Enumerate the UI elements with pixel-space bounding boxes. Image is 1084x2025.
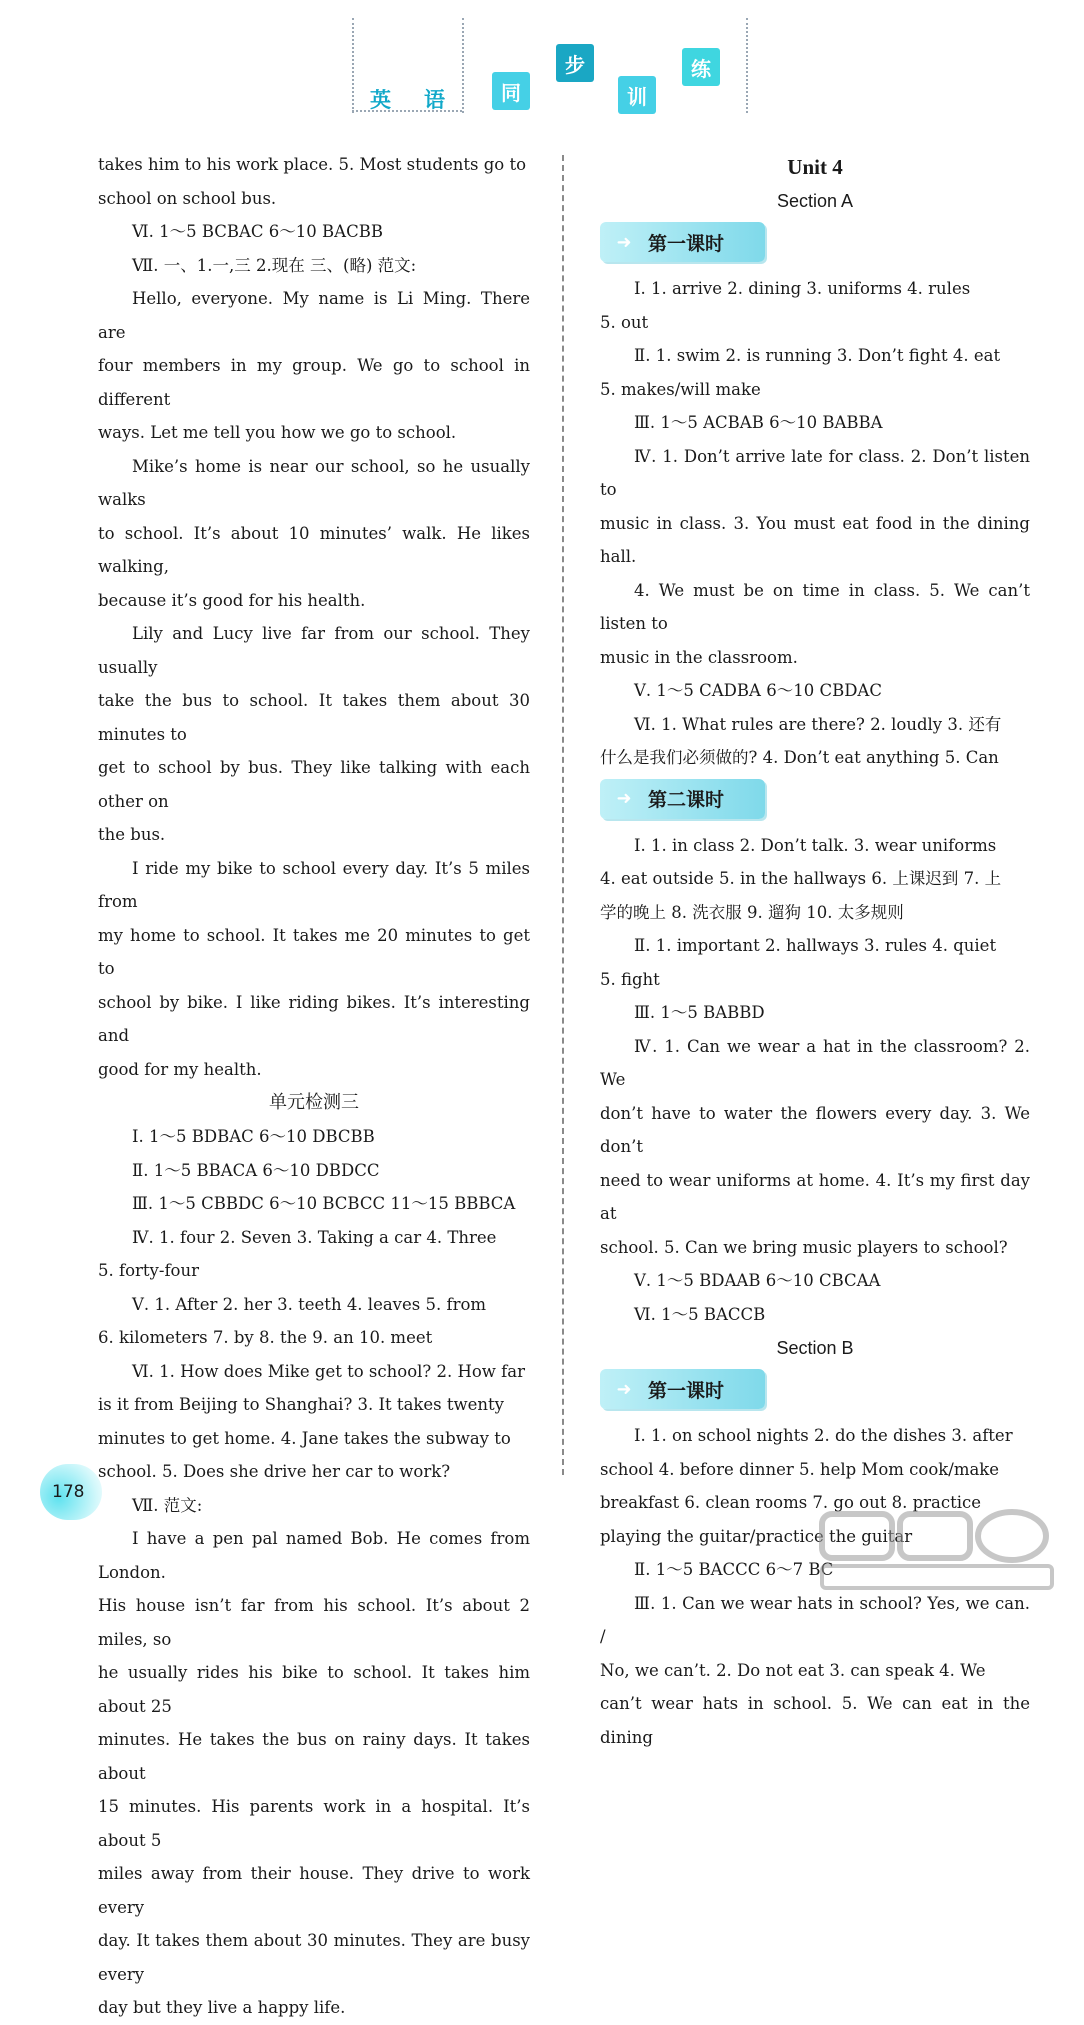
text-line: 学的晚上 8. 洗衣服 9. 遛狗 10. 太多规则 — [600, 902, 904, 922]
lesson-tag-label: 第一课时 — [648, 1379, 725, 1402]
watermark-logo-icon — [812, 1506, 1062, 1594]
text-line: minutes to get home. 4. Jane takes the subway to — [98, 1428, 511, 1448]
text-line: 什么是我们必须做的? 4. Don’t eat anything 5. Can — [600, 748, 999, 767]
text-line: Ⅲ. 1～5 CBBDC 6～10 BCBCC 11～15 BBBCA — [132, 1194, 516, 1213]
text-line: Ⅴ. 1. After 2. her 3. teeth 4. leaves 5. from — [132, 1294, 487, 1314]
text-line: Mike’s home is near our school, so he usually walks — [98, 456, 530, 509]
header-divider-line — [352, 18, 354, 113]
text-line: takes him to his work place. 5. Most students go to — [98, 155, 527, 174]
text-line: 4. eat outside 5. in the hallways 6. 上课迟到 7. 上 — [600, 869, 1002, 888]
text-line: Ⅲ. 1. Can we wear hats in school? Yes, we can. / — [600, 1593, 1030, 1646]
text-line: Ⅵ. 1～5 BCBAC 6～10 BACBB — [132, 222, 383, 241]
text-line: Hello, everyone. My name is Li Ming. There are — [98, 289, 530, 342]
arrow-right-icon: ➜ — [616, 788, 632, 809]
text-line: 5. fight — [600, 969, 660, 989]
text-line: 5. out — [600, 312, 649, 332]
text-line: don’t have to water the flowers every day. 3. We don’t — [600, 1103, 1030, 1156]
header-char-box: 同 — [492, 72, 530, 110]
text-line: Ⅵ. 1. What rules are there? 2. loudly 3. 还有 — [634, 714, 1002, 734]
text-line: 4. We must be on time in class. 5. We can’t listen to — [600, 580, 1030, 633]
header-divider-line — [462, 18, 464, 113]
text-line: school by bike. I like riding bikes. It’s interesting and — [98, 992, 530, 1045]
text-line: my home to school. It takes me 20 minutes to get to — [98, 925, 530, 978]
text-line: Ⅲ. 1～5 ACBAB 6～10 BABBA — [634, 413, 883, 432]
answer-block — [600, 272, 1030, 775]
text-line: Ⅲ. 1～5 BABBD — [634, 1003, 765, 1022]
text-line: can’t wear hats in school. 5. We can eat in the dining — [600, 1694, 1030, 1747]
header-char: 语 — [424, 88, 445, 112]
text-line: Ⅰ. 1～5 BDBAC 6～10 DBCBB — [132, 1127, 375, 1146]
text-line: is it from Beijing to Shanghai? 3. It takes twenty — [98, 1395, 504, 1414]
lesson-tag — [600, 222, 765, 262]
text-line: His house isn’t far from his school. It’s about 2 miles, so — [98, 1596, 530, 1649]
page-number-badge — [40, 1464, 102, 1520]
text-line: Ⅱ. 1. important 2. hallways 3. rules 4. quiet — [634, 936, 997, 955]
text-line: good for my health. — [98, 1059, 262, 1079]
text-line: school 4. before dinner 5. help Mom cook/make — [600, 1459, 1000, 1479]
text-line: 15 minutes. His parents work in a hospital. It’s about 5 — [98, 1797, 530, 1850]
text-line: Ⅰ. 1. arrive 2. dining 3. uniforms 4. rules — [634, 279, 971, 298]
section-heading: 单元检测三 — [269, 1092, 359, 1113]
lesson-tag-label: 第二课时 — [648, 789, 725, 811]
text-line: Ⅳ. 1. four 2. Seven 3. Taking a car 4. Three — [132, 1227, 497, 1247]
text-line: Ⅱ. 1～5 BBACA 6～10 DBDCC — [132, 1160, 380, 1180]
text-line: Ⅴ. 1～5 BDAAB 6～10 CBCAA — [634, 1271, 881, 1290]
text-line: because it’s good for his health. — [98, 590, 366, 610]
section-title: Section B — [776, 1338, 854, 1358]
text-line: get to school by bus. They like talking with each other on — [98, 758, 530, 811]
text-line: Ⅶ. 范文: — [132, 1495, 203, 1515]
header-divider-line — [746, 18, 748, 113]
text-line: minutes. He takes the bus on rainy days. It takes about — [98, 1730, 530, 1783]
unit-title: Unit 4 — [787, 155, 843, 179]
answer-block — [600, 829, 1030, 1332]
text-line: the bus. — [98, 825, 166, 844]
text-line: he usually rides his bike to school. It takes him about 25 — [98, 1663, 530, 1716]
text-line: school on school bus. — [98, 188, 277, 208]
text-line: Ⅰ. 1. in class 2. Don’t talk. 3. wear uniforms — [634, 835, 997, 855]
header-char-box: 步 — [556, 44, 594, 82]
left-column — [98, 148, 530, 2025]
text-line: day. It takes them about 30 minutes. They are busy every — [98, 1931, 530, 1984]
page-header — [0, 0, 1084, 130]
text-line: need to wear uniforms at home. 4. It’s my first day at — [600, 1170, 1030, 1223]
text-line: 6. kilometers 7. by 8. the 9. an 10. meet — [98, 1328, 433, 1347]
text-line: Ⅱ. 1～5 BACCC 6～7 BC — [634, 1560, 834, 1579]
text-line: take the bus to school. It takes them about 30 minutes to — [98, 691, 530, 744]
text-line: No, we can’t. 2. Do not eat 3. can speak 4. We — [600, 1660, 986, 1680]
header-underline — [352, 110, 462, 112]
text-line: music in class. 3. You must eat food in the dining hall. — [600, 513, 1030, 566]
text-line: school. 5. Does she drive her car to work? — [98, 1462, 451, 1481]
text-line: Ⅳ. 1. Can we wear a hat in the classroom? 2. We — [600, 1036, 1030, 1089]
text-line: Ⅰ. 1. on school nights 2. do the dishes 3. after — [634, 1426, 1013, 1445]
text-line: breakfast 6. clean rooms 7. go out 8. practice — [600, 1493, 982, 1512]
text-line: Lily and Lucy live far from our school. They usually — [98, 624, 530, 677]
arrow-right-icon: ➜ — [616, 231, 632, 253]
lesson-tag — [600, 1369, 765, 1409]
text-line: Ⅶ. 一、1.一,三 2.现在 三、(略) 范文: — [132, 255, 417, 275]
lesson-tag-label: 第一课时 — [648, 232, 725, 255]
header-char-box: 训 — [618, 76, 656, 114]
text-line: miles away from their house. They drive to work every — [98, 1864, 530, 1917]
text-line: ways. Let me tell you how we go to school. — [98, 423, 457, 442]
text-line: Ⅴ. 1～5 CADBA 6～10 CBDAC — [634, 681, 882, 700]
text-line: school. 5. Can we bring music players to school? — [600, 1237, 1008, 1257]
text-line: 5. forty-four — [98, 1261, 199, 1280]
text-line: Ⅳ. 1. Don’t arrive late for class. 2. Don’t listen to — [600, 446, 1030, 499]
text-line: I ride my bike to school every day. It’s 5 miles from — [98, 858, 530, 911]
text-line: music in the classroom. — [600, 647, 798, 667]
text-line: four members in my group. We go to school in different — [98, 356, 530, 409]
header-char: 英 — [370, 88, 391, 112]
page-number: 178 — [52, 1482, 85, 1502]
text-line: to school. It’s about 10 minutes’ walk. He likes walking, — [98, 523, 530, 576]
section-title: Section A — [776, 191, 854, 211]
text-line: Ⅱ. 1. swim 2. is running 3. Don’t fight 4. eat — [634, 346, 1001, 365]
column-divider — [562, 155, 564, 1475]
arrow-right-icon: ➜ — [616, 1378, 632, 1400]
text-line: I have a pen pal named Bob. He comes from London. — [98, 1529, 530, 1582]
text-line: Ⅵ. 1. How does Mike get to school? 2. How far — [132, 1361, 526, 1381]
header-char-box: 练 — [682, 48, 720, 86]
lesson-tag — [600, 779, 765, 819]
text-line: day but they live a happy life. — [98, 1998, 346, 2017]
text-line: Ⅵ. 1～5 BACCB — [634, 1304, 766, 1324]
text-line: playing the guitar/practice the guitar — [600, 1526, 913, 1546]
text-line: 5. makes/will make — [600, 379, 761, 399]
